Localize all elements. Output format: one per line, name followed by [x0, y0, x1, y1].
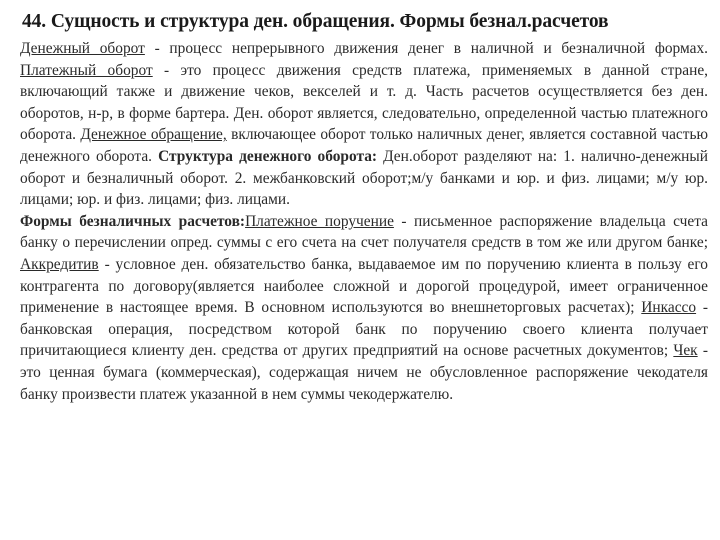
def-money-circulation: включающее оборот только наличных денег, является составной частью денежного оборота. [20, 126, 708, 165]
term-money-turnover: Денежный оборот [20, 40, 145, 57]
term-payment-order: Платежное поручение [245, 212, 394, 230]
slide-title: 44. Сущность и структура ден. обращения. Формы безнал.расчетов [22, 11, 609, 32]
heading-structure: Структура денежного оборота: [158, 147, 378, 165]
def-payment-order: - письменное распоряжение владельца счета банку о перечислении опред. суммы с его счета на счет получателя средств в том же или другом банке; [20, 212, 708, 252]
term-cheque: Чек [673, 342, 698, 360]
def-payment-turnover: - это процесс движения средств платежа, применяемых в данной стране, включающий также и движение чеков, векселей и т. д. Часть расчетов осуществляется без ден. оборотов, н-р, в форме бартера. Ден. оборот является, следовательно, определенной частью платежного оборота. [20, 61, 708, 144]
def-collection: - банковская операция, посредством которой банк по поручению своего клиента получает причитающиеся клиенту ден. средства от других предприятий на основе расчетных документов; [20, 299, 708, 360]
term-payment-turnover: Платежный оборот [20, 61, 153, 79]
def-money-turnover: - процесс непрерывного движения денег в наличной и безналичной формах. [144, 40, 708, 57]
def-letter-of-credit: - условное ден. обязательство банка, выдаваемое им по поручению клиента в пользу его контрагента по договору(является наиболее сложной и дорогой процедурой, имеет ограниченное применение в настоящее время. В основном используются во внешнеторговых расчетах); [20, 255, 708, 317]
term-letter-of-credit: Аккредитив [20, 255, 99, 273]
term-money-circulation: Денежное обращение, [80, 126, 227, 144]
heading-forms: Формы безналичных расчетов: [20, 212, 246, 230]
slide-body [20, 38, 708, 405]
def-cheque: - это ценная бумага (коммерческая), содержащая ничем не обусловленное распоряжение чекодателя банку произвести платеж указанной в нем суммы чекодержателю. [20, 342, 708, 403]
term-collection: Инкассо [641, 299, 697, 317]
structure-text: Ден.оборот разделяют на: 1. налично-денежный оборот и безналичный оборот. 2. межбанковский оборот;м/у банками и юр. и физ. лицами; м/у юр. лицами; юр. и физ. лицами; физ. лицами. [20, 147, 708, 209]
